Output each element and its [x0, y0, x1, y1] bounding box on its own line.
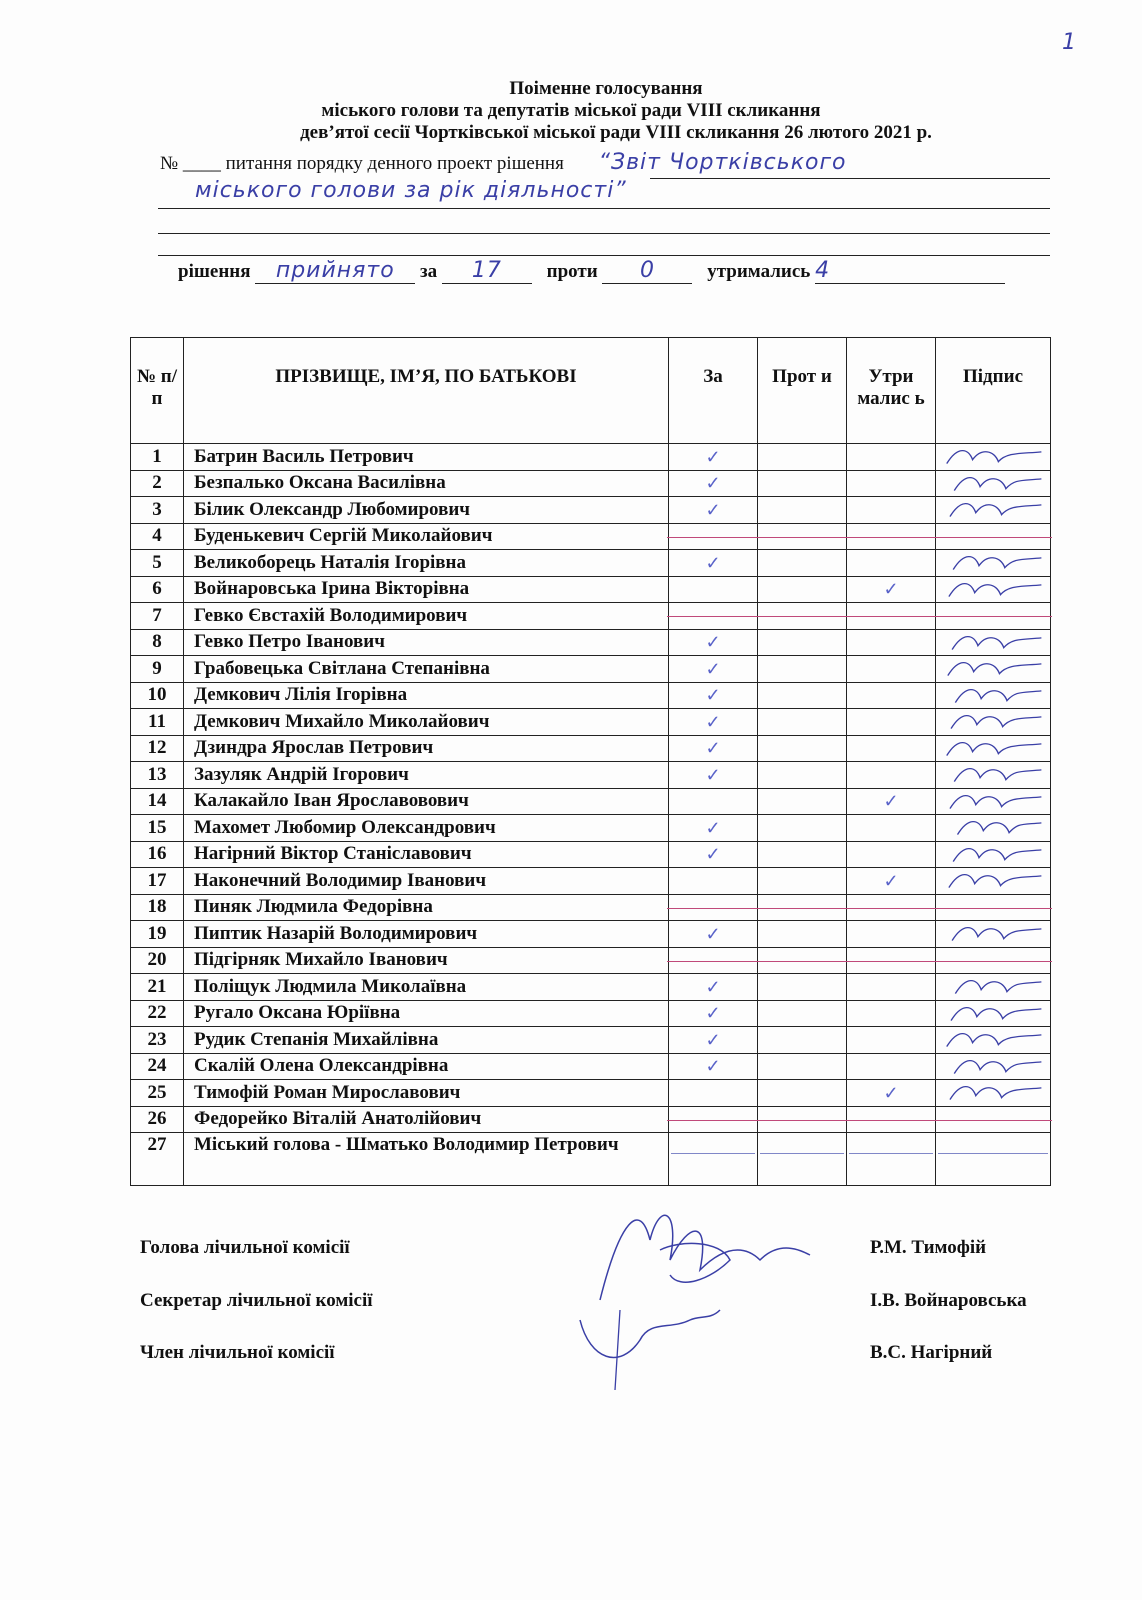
row-number: 1 [131, 444, 184, 471]
handwritten-signature [936, 577, 1050, 603]
check-mark-for: ✓ [669, 1000, 758, 1027]
vote-for-cell [669, 868, 758, 895]
vote-for-cell [669, 1133, 758, 1186]
row-number: 11 [131, 709, 184, 736]
vote-against-cell [758, 894, 847, 921]
row-name: Демкович Михайло Миколайович [184, 709, 669, 736]
row-number: 6 [131, 576, 184, 603]
row-name: Тимофій Роман Мирославович [184, 1080, 669, 1107]
table-row [131, 550, 1051, 577]
vote-against-cell [758, 868, 847, 895]
table-row [131, 947, 1051, 974]
row-number: 15 [131, 815, 184, 842]
commission-secretary-label: Секретар лічильної комісії [140, 1290, 373, 1311]
handwritten-signature [936, 842, 1050, 868]
signature-cell [936, 682, 1051, 709]
check-mark-for: ✓ [669, 815, 758, 842]
vote-against-cell [758, 682, 847, 709]
row-number: 13 [131, 762, 184, 789]
vote-for-cell [669, 1106, 758, 1133]
table-row [131, 656, 1051, 683]
handwritten-signature [936, 656, 1050, 682]
table-row [131, 1106, 1051, 1133]
vote-against-cell [758, 1000, 847, 1027]
vote-against-cell [758, 841, 847, 868]
vote-abstain-cell [847, 1000, 936, 1027]
check-mark-for: ✓ [669, 656, 758, 683]
row-number: 25 [131, 1080, 184, 1107]
row-name: Калакайло Іван Ярославовович [184, 788, 669, 815]
check-mark-abstain: ✓ [847, 788, 936, 815]
commission-signatures [560, 1180, 820, 1400]
vote-abstain-cell [847, 1133, 936, 1186]
header-session: дев’ятої сесії Чортківської міської ради VIII скликання 26 лютого 2021 р. [300, 122, 932, 143]
check-mark-for: ✓ [669, 709, 758, 736]
table-row [131, 762, 1051, 789]
row-name: Войнаровська Ірина Вікторівна [184, 576, 669, 603]
row-number: 22 [131, 1000, 184, 1027]
check-mark-for: ✓ [669, 470, 758, 497]
header-against: Прот и [758, 338, 847, 444]
vote-against-cell [758, 762, 847, 789]
row-name: Підгірняк Михайло Іванович [184, 947, 669, 974]
commission-member-name: В.С. Нагірний [870, 1342, 993, 1363]
document-header [0, 78, 1142, 144]
row-number: 27 [131, 1133, 184, 1186]
question-rule-4 [158, 255, 1050, 256]
vote-abstain-cell [847, 603, 936, 630]
table-row [131, 974, 1051, 1001]
table-row [131, 1133, 1051, 1186]
vote-against-cell [758, 1027, 847, 1054]
vote-against-cell [758, 603, 847, 630]
signature-cell [936, 497, 1051, 524]
row-name: Білик Олександр Любомирович [184, 497, 669, 524]
question-prefix: № ____ питання порядку денного проект рішення [160, 153, 564, 174]
row-number: 9 [131, 656, 184, 683]
row-name: Гевко Петро Іванович [184, 629, 669, 656]
check-mark-for: ✓ [669, 629, 758, 656]
row-number: 10 [131, 682, 184, 709]
row-name: Демкович Лілія Ігорівна [184, 682, 669, 709]
table-row [131, 629, 1051, 656]
for-count: 17 [442, 258, 532, 284]
against-count: 0 [602, 258, 692, 284]
question-line [160, 150, 847, 175]
check-mark-for: ✓ [669, 444, 758, 471]
row-name: Буденькевич Сергій Миколайович [184, 523, 669, 550]
header-for: За [669, 338, 758, 444]
header-num: № п/п [131, 338, 184, 444]
check-mark-for: ✓ [669, 550, 758, 577]
vote-against-cell [758, 947, 847, 974]
check-mark-abstain: ✓ [847, 576, 936, 603]
check-mark-abstain: ✓ [847, 868, 936, 895]
vote-abstain-cell [847, 656, 936, 683]
check-mark-for: ✓ [669, 921, 758, 948]
vote-abstain-cell [847, 762, 936, 789]
row-name: Ругало Оксана Юріївна [184, 1000, 669, 1027]
table-row [131, 682, 1051, 709]
signature-cell [936, 894, 1051, 921]
row-name: Пиптик Назарій Володимирович [184, 921, 669, 948]
check-mark-for: ✓ [669, 762, 758, 789]
table-row [131, 1000, 1051, 1027]
vote-abstain-cell [847, 947, 936, 974]
vote-against-cell [758, 1133, 847, 1186]
table-row [131, 894, 1051, 921]
signature-cell [936, 1000, 1051, 1027]
table-row [131, 576, 1051, 603]
row-name: Батрин Василь Петрович [184, 444, 669, 471]
vote-for-cell [669, 523, 758, 550]
table-row [131, 841, 1051, 868]
handwritten-signature [936, 683, 1050, 709]
vote-abstain-cell [847, 682, 936, 709]
handwritten-signature [936, 444, 1050, 470]
check-mark-for: ✓ [669, 735, 758, 762]
handwritten-signature [936, 789, 1050, 815]
table-row [131, 921, 1051, 948]
table-row [131, 1027, 1051, 1054]
handwritten-signature [936, 815, 1050, 841]
signature-cell [936, 868, 1051, 895]
row-number: 24 [131, 1053, 184, 1080]
question-rule-3 [158, 233, 1050, 234]
vote-against-cell [758, 444, 847, 471]
vote-against-cell [758, 629, 847, 656]
vote-abstain-cell [847, 1027, 936, 1054]
page-number: 1 [1062, 30, 1077, 55]
row-name: Нагірний Віктор Станіславович [184, 841, 669, 868]
table-row [131, 497, 1051, 524]
row-number: 20 [131, 947, 184, 974]
handwritten-signature [936, 1001, 1050, 1027]
signature-cell [936, 1106, 1051, 1133]
vote-against-cell [758, 815, 847, 842]
table-header-row [131, 338, 1051, 444]
for-label: за [420, 261, 438, 282]
handwritten-signature [936, 709, 1050, 735]
question-rule-1 [650, 178, 1050, 179]
vote-for-cell [669, 1080, 758, 1107]
header-subtitle: міського голови та депутатів міської ради VIII скликання [321, 100, 821, 121]
question-handwritten-1: “Звіт Чортківського [598, 150, 847, 175]
commission-secretary-name: І.В. Войнаровська [870, 1290, 1027, 1311]
vote-abstain-cell [847, 974, 936, 1001]
vote-abstain-cell [847, 815, 936, 842]
row-name: Рудик Степанія Михайлівна [184, 1027, 669, 1054]
row-name: Федорейко Віталій Анатолійович [184, 1106, 669, 1133]
check-mark-for: ✓ [669, 497, 758, 524]
row-name: Пиняк Людмила Федорівна [184, 894, 669, 921]
vote-against-cell [758, 921, 847, 948]
signature-cell [936, 1080, 1051, 1107]
decision-label: рішення [178, 261, 251, 282]
header-abstain: Утри малис ь [847, 338, 936, 444]
row-name: Махомет Любомир Олександрович [184, 815, 669, 842]
vote-abstain-cell [847, 444, 936, 471]
check-mark-for: ✓ [669, 682, 758, 709]
table-row [131, 735, 1051, 762]
vote-abstain-cell [847, 709, 936, 736]
against-label: проти [546, 261, 598, 282]
abstain-label: утримались [707, 261, 811, 282]
commission-chair-label: Голова лічильної комісії [140, 1237, 350, 1258]
signature-cell [936, 788, 1051, 815]
header-name: ПРІЗВИЩЕ, ІМ’Я, ПО БАТЬКОВІ [184, 338, 669, 444]
table-row [131, 815, 1051, 842]
vote-against-cell [758, 709, 847, 736]
row-name: Міський голова - Шматько Володимир Петрович [184, 1133, 669, 1186]
signature-cell [936, 762, 1051, 789]
vote-against-cell [758, 788, 847, 815]
handwritten-signature [936, 550, 1050, 576]
table-body [131, 444, 1051, 1186]
vote-against-cell [758, 497, 847, 524]
table-row [131, 709, 1051, 736]
signature-cell [936, 656, 1051, 683]
check-mark-abstain: ✓ [847, 1080, 936, 1107]
vote-abstain-cell [847, 921, 936, 948]
vote-abstain-cell [847, 1106, 936, 1133]
handwritten-signature [936, 1027, 1050, 1053]
row-number: 26 [131, 1106, 184, 1133]
row-number: 5 [131, 550, 184, 577]
signature-cell [936, 921, 1051, 948]
signature-cell [936, 444, 1051, 471]
row-number: 4 [131, 523, 184, 550]
vote-for-cell [669, 788, 758, 815]
vote-against-cell [758, 1053, 847, 1080]
signature-cell [936, 1053, 1051, 1080]
row-number: 19 [131, 921, 184, 948]
vote-against-cell [758, 576, 847, 603]
row-name: Дзиндра Ярослав Петрович [184, 735, 669, 762]
row-name: Великоборець Наталія Ігорівна [184, 550, 669, 577]
signature-cell [936, 815, 1051, 842]
row-name: Грабовецька Світлана Степанівна [184, 656, 669, 683]
row-name: Скалій Олена Олександрівна [184, 1053, 669, 1080]
row-number: 18 [131, 894, 184, 921]
signature-cell [936, 709, 1051, 736]
question-handwritten-2: міського голови за рік діяльності” [195, 178, 627, 203]
handwritten-signature [936, 736, 1050, 762]
vote-against-cell [758, 974, 847, 1001]
vote-abstain-cell [847, 550, 936, 577]
check-mark-for: ✓ [669, 841, 758, 868]
signature-cell [936, 841, 1051, 868]
vote-against-cell [758, 735, 847, 762]
signature-cell [936, 523, 1051, 550]
vote-against-cell [758, 1080, 847, 1107]
vote-abstain-cell [847, 735, 936, 762]
vote-abstain-cell [847, 1053, 936, 1080]
signature-cell [936, 1027, 1051, 1054]
vote-against-cell [758, 470, 847, 497]
voting-table [130, 337, 1051, 1186]
row-number: 23 [131, 1027, 184, 1054]
decision-line [178, 258, 1005, 284]
signature-cell [936, 629, 1051, 656]
vote-against-cell [758, 550, 847, 577]
row-number: 8 [131, 629, 184, 656]
table-row [131, 868, 1051, 895]
signature-cell [936, 947, 1051, 974]
abstain-count: 4 [815, 258, 1005, 284]
row-name: Безпалько Оксана Василівна [184, 470, 669, 497]
handwritten-signature [936, 1054, 1050, 1080]
vote-against-cell [758, 656, 847, 683]
handwritten-signature [936, 762, 1050, 788]
header-title: Поіменне голосування [509, 78, 703, 99]
handwritten-signature [936, 630, 1050, 656]
question-rule-2 [158, 208, 1050, 209]
row-number: 14 [131, 788, 184, 815]
vote-for-cell [669, 894, 758, 921]
handwritten-signature [936, 1080, 1050, 1106]
signature-cell [936, 550, 1051, 577]
row-number: 16 [131, 841, 184, 868]
table-row [131, 444, 1051, 471]
vote-against-cell [758, 1106, 847, 1133]
table-row [131, 603, 1051, 630]
check-mark-for: ✓ [669, 974, 758, 1001]
signature-cell [936, 735, 1051, 762]
vote-for-cell [669, 947, 758, 974]
commission-chair-name: Р.М. Тимофій [870, 1237, 987, 1258]
vote-for-cell [669, 603, 758, 630]
row-number: 12 [131, 735, 184, 762]
handwritten-signature [936, 868, 1050, 894]
signature-cell [936, 576, 1051, 603]
vote-against-cell [758, 523, 847, 550]
signature-cell [936, 974, 1051, 1001]
question-line-2 [195, 178, 627, 203]
table-row [131, 1053, 1051, 1080]
header-signature: Підпис [936, 338, 1051, 444]
row-name: Поліщук Людмила Миколаївна [184, 974, 669, 1001]
table-row [131, 788, 1051, 815]
handwritten-signature [936, 921, 1050, 947]
row-name: Зазуляк Андрій Ігорович [184, 762, 669, 789]
table-row [131, 1080, 1051, 1107]
handwritten-signature [936, 974, 1050, 1000]
handwritten-signature [936, 497, 1050, 523]
vote-abstain-cell [847, 841, 936, 868]
row-name: Наконечний Володимир Іванович [184, 868, 669, 895]
commission-member-label: Член лічильної комісії [140, 1342, 335, 1363]
vote-abstain-cell [847, 629, 936, 656]
vote-abstain-cell [847, 497, 936, 524]
vote-abstain-cell [847, 523, 936, 550]
row-number: 7 [131, 603, 184, 630]
signature-cell [936, 1133, 1051, 1186]
handwritten-signature [936, 471, 1050, 497]
row-number: 17 [131, 868, 184, 895]
signature-cell [936, 603, 1051, 630]
row-number: 2 [131, 470, 184, 497]
check-mark-for: ✓ [669, 1027, 758, 1054]
row-number: 21 [131, 974, 184, 1001]
row-name: Гевко Євстахій Володимирович [184, 603, 669, 630]
vote-abstain-cell [847, 470, 936, 497]
vote-abstain-cell [847, 894, 936, 921]
row-number: 3 [131, 497, 184, 524]
check-mark-for: ✓ [669, 1053, 758, 1080]
decision-value: прийнято [255, 258, 415, 284]
table-row [131, 523, 1051, 550]
table-row [131, 470, 1051, 497]
vote-for-cell [669, 576, 758, 603]
signature-cell [936, 470, 1051, 497]
